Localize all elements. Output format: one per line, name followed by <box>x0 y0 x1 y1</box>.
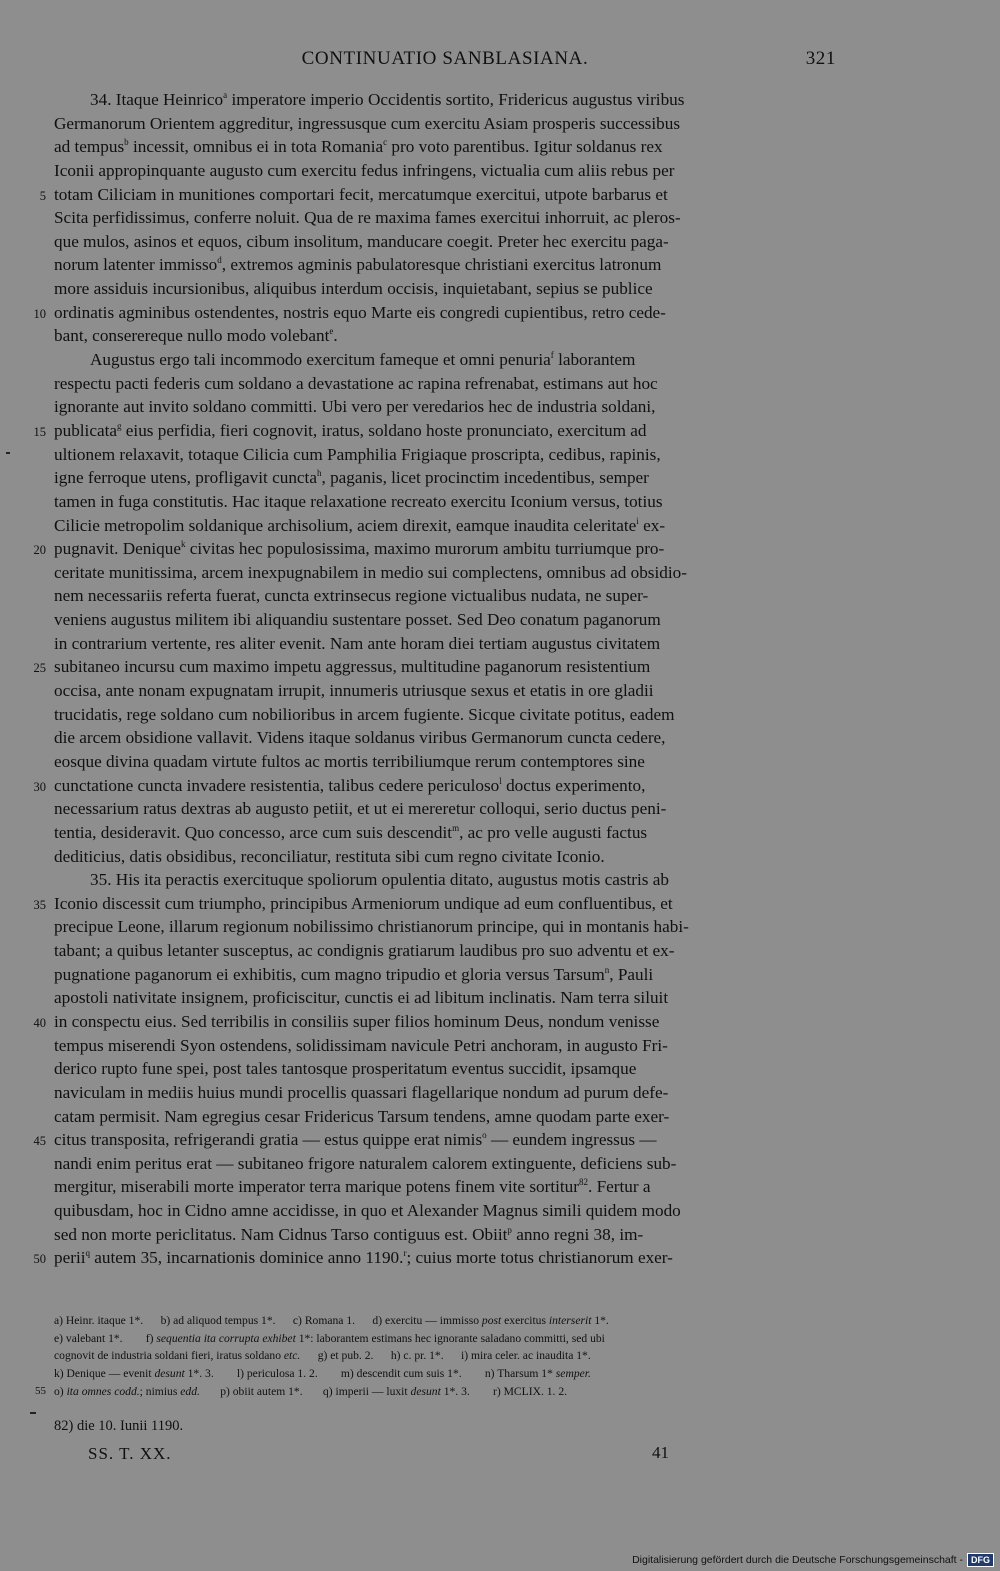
line-text: perii$^q$ autem 35, incarnationis dominice anno 1190.$^r$; cuius morte totus christianorum exer- <box>54 1248 673 1268</box>
line-text: cunctatione cuncta invadere resistentia, talibus cedere periculoso$^l$ doctus experimento, <box>54 775 646 795</box>
line-text: tamen in fuga constitutis. Hac itaque relaxatione recreato exercitu Iconium versus, totius <box>54 491 663 511</box>
apparatus-line <box>54 1365 836 1383</box>
text-line <box>54 1223 836 1247</box>
line-text: ordinatis agminibus ostendentes, nostris equo Marte eis congredi cupientibus, retro cede- <box>54 302 666 322</box>
line-text: Cilicie metropolim soldanique archisolium, aciem direxit, eamque inaudita celeritate$^i$ ex- <box>54 515 666 535</box>
line-text: 35. His ita peractis exercituque spoliorum opulentia ditato, augustus motis castris ab <box>90 870 670 890</box>
line-number: 10 <box>33 306 46 321</box>
text-line <box>54 845 836 869</box>
sheet-number: 41 <box>652 1443 669 1462</box>
line-text: necessarium ratus dextras ab augusto petiit, et ut ei mereretur colloqui, serio ductus peni- <box>54 799 667 819</box>
text-line <box>54 443 836 467</box>
line-text: o) ita omnes codd.; nimius edd. p) obiit autem 1*. q) imperii — luxit desunt 1*. 3. r) MCLIX. 1. 2. <box>54 1384 568 1398</box>
text-line <box>33 1128 836 1152</box>
text-line <box>54 514 836 538</box>
text-line <box>39 183 836 207</box>
apparatus-line <box>35 1383 836 1401</box>
line-text: Germanorum Orientem aggreditur, ingressusque cum exercitu Asiam prosperis successibus <box>54 113 681 133</box>
line-text: respectu pacti federis cum soldano a devastatione ac rapina refrenabat, estimans aut hoc <box>54 373 658 393</box>
line-text: Scita perfidissimus, conferre noluit. Qua de re maxima fames exercitui inhorruit, ac pleros- <box>54 208 681 228</box>
text-line <box>54 1175 836 1199</box>
text-line <box>54 703 836 727</box>
line-text: quibusdam, hoc in Cidno amne accidisse, in quo et Alexander Magnus simili quidem modo <box>54 1201 681 1221</box>
text-line <box>54 797 836 821</box>
running-header <box>54 48 836 72</box>
line-text: cognovit de industria soldani fieri, iratus soldano etc. g) et pub. 2. h) c. pr. 1*. i) mira celer. ac inaudita 1*. <box>54 1349 591 1363</box>
volume-signature: SS. T. XX. <box>88 1444 172 1463</box>
text-line <box>54 986 836 1010</box>
line-text: in conspectu eius. Sed terribilis in consiliis super filios hominum Deus, nondum venisse <box>54 1011 660 1031</box>
line-text: publicata$^g$ eius perfidia, fieri cognovit, iratus, soldano hoste pronunciato, exercitum ad <box>54 420 647 440</box>
text-line <box>54 253 836 277</box>
line-text: 34. Itaque Heinrico$^a$ imperatore imperio Occidentis sortito, Fridericus augustus viribus <box>90 90 685 109</box>
line-text: igne ferroque utens, profligavit cuncta$^h$, paganis, licet procinctim incedentibus, semper <box>54 468 649 488</box>
line-text: tempus miserendi Syon ostendens, solidissimam navicule Petri anchoram, in augusto Fri- <box>54 1035 668 1055</box>
digitization-credit <box>632 1553 994 1567</box>
historical-footnote: 82) die 10. Iunii 1190. <box>54 1418 184 1434</box>
line-number: 30 <box>33 779 46 794</box>
line-text: precipue Leone, illarum regionum nobilissimo christianorum principe, qui in montanis habi- <box>54 917 689 937</box>
text-line <box>54 821 836 845</box>
line-text: citus transposita, refrigerandi gratia — estus quippe erat nimis$^o$ — eundem ingressus — <box>54 1130 657 1150</box>
line-text: subitaneo incursu cum maximo impetu aggressus, multitudine paganorum resistentium <box>54 657 651 677</box>
text-line <box>54 939 836 963</box>
line-text: veniens augustus militem ibi aliquandiu sustentare posset. Sed Deo conatum paganorum <box>54 610 661 630</box>
text-line <box>54 1199 836 1223</box>
text-line <box>33 1010 836 1034</box>
text-line <box>54 1057 836 1081</box>
line-number: 45 <box>33 1134 46 1149</box>
text-line <box>54 466 836 490</box>
apparatus-line <box>54 1330 836 1348</box>
line-text: ultionem relaxavit, totaque Cilicia cum Pamphilia Frigiaque proscripta, cedibus, rapinis, <box>54 444 661 464</box>
line-text: catam permisit. Nam egregius cesar Fridericus Tarsum tendens, amne quodam parte exer- <box>54 1106 670 1126</box>
line-text: totam Ciliciam in munitiones comportari fecit, mercatumque exercitui, utpote barbarus et <box>54 184 668 204</box>
text-line <box>54 490 836 514</box>
text-line <box>54 868 836 892</box>
text-line <box>54 584 836 608</box>
text-line <box>54 324 836 348</box>
line-text: ad tempus$^b$ incessit, omnibus ei in tota Romania$^c$ pro voto parentibus. Igitur soldanus rex <box>54 137 663 157</box>
apparatus-line <box>54 1347 836 1365</box>
line-text: norum latenter immisso$^d$, extremos agminis pabulatoresque christiani exercitus latronum <box>54 255 662 275</box>
text-line <box>54 963 836 987</box>
line-number: 20 <box>33 543 46 558</box>
line-text: eosque divina quadam virtute fultos ac mortis terribiliumque rerum contemptores sine <box>54 751 645 771</box>
line-text: tabant; a quibus letanter susceptus, ac condignis gratiarum laudibus pro suo adventu et ex- <box>54 941 675 961</box>
line-text: que mulos, asinos et equos, cibum insolitum, manducare coegit. Preter hec exercitu paga- <box>54 231 669 251</box>
line-text: derico rupto fune spei, post tales tantosque prosperitatum eventus succidit, ipsamque <box>54 1059 637 1079</box>
text-line <box>54 88 836 112</box>
critical-apparatus <box>35 1312 836 1400</box>
text-line <box>54 632 836 656</box>
line-text: e) valebant 1*. f) sequentia ita corrupta exhibet 1*: laborantem estimans hec ignorante saladano committi, sed ubi <box>54 1331 605 1345</box>
text-line <box>54 372 836 396</box>
line-text: k) Denique — evenit desunt 1*. 3. l) periculosa 1. 2. m) descendit cum suis 1*. n) Tharsum 1* semper. <box>54 1367 591 1381</box>
main-text <box>33 88 836 1270</box>
text-line <box>54 159 836 183</box>
line-number: 55 <box>35 1384 46 1397</box>
line-text: Augustus ergo tali incommodo exercitum fameque et omni penuria$^f$ laborantem <box>90 350 636 370</box>
text-line <box>33 892 836 916</box>
line-text: ceritate munitissima, arcem inexpugnabilem in medio sui complectens, omnibus ad obsidio- <box>54 562 687 582</box>
line-text: nem necessariis referta fuerat, cuncta extrinsecus regione victualibus nudata, ne super- <box>54 586 649 606</box>
text-line <box>54 1034 836 1058</box>
line-text: dediticius, datis obsidibus, reconciliatur, restituta sibi cum regno civitate Iconio. <box>54 846 605 866</box>
page-number: 321 <box>805 48 836 69</box>
line-text: a) Heinr. itaque 1*. b) ad aliquod tempus 1*. c) Romana 1. d) exercitu — immisso post exercitus interserit 1*. <box>54 1314 609 1327</box>
text-line <box>54 206 836 230</box>
text-line <box>54 1105 836 1129</box>
text-line <box>54 230 836 254</box>
line-number: 50 <box>33 1252 46 1267</box>
line-text: bant, conserereque nullo modo volebant$^e$. <box>54 326 338 346</box>
line-text: Iconio discessit cum triumpho, principibus Armeniorum undique ad eum confluentibus, et <box>54 893 673 913</box>
text-line <box>54 348 836 372</box>
line-text: Iconii appropinquante augusto cum exercitu fedus infringens, victualia cum aliis rebus per <box>54 160 675 180</box>
text-line <box>54 726 836 750</box>
text-line <box>33 301 836 325</box>
running-title: CONTINUATIO SANBLASIANA. <box>301 48 589 69</box>
text-line <box>33 1246 836 1270</box>
text-line <box>54 561 836 585</box>
line-number: 25 <box>33 661 46 676</box>
line-text: sed non morte periclitatus. Nam Cidnus Tarso contiguus est. Obiit$^p$ anno regni 38, im- <box>54 1224 644 1244</box>
line-text: in contrarium vertente, res aliter evenit. Nam ante horam diei tertiam augustus civitatem <box>54 633 661 653</box>
text-line <box>33 419 836 443</box>
line-text: more assiduis incursionibus, aliquibus interdum occisis, inquietabant, sepius se publice <box>54 279 653 299</box>
text-line <box>54 135 836 159</box>
dfg-logo-icon: DFG <box>967 1553 994 1567</box>
line-text: pugnatione paganorum ei exhibitis, cum magno tripudio et gloria versus Tarsum$^n$, Pauli <box>54 964 654 984</box>
text-line <box>54 395 836 419</box>
line-text: mergitur, miserabili morte imperator terra marique potens finem vite sortitur$^{82}$. Fertur a <box>54 1177 651 1197</box>
text-line <box>33 537 836 561</box>
line-number: 15 <box>33 424 46 439</box>
line-number: 5 <box>39 188 46 203</box>
line-text: occisa, ante nonam expugnatam irrupit, innumeris utriusque sexus et etatis in ore gladii <box>54 681 654 701</box>
text-line <box>54 277 836 301</box>
line-text: ignorante aut invito soldano committi. Ubi vero per veredarios hec de industria soldani, <box>54 397 656 417</box>
text-line <box>54 1152 836 1176</box>
text-line <box>33 655 836 679</box>
line-number: 35 <box>33 897 46 912</box>
text-line <box>54 1081 836 1105</box>
line-text: nandi enim peritus erat — subitaneo frigore naturalem calorem extinguente, deficiens sub- <box>54 1153 677 1173</box>
margin-mark <box>30 1412 36 1414</box>
line-number: 40 <box>33 1015 46 1030</box>
text-line <box>54 915 836 939</box>
text-line <box>54 750 836 774</box>
line-text: pugnavit. Denique$^k$ civitas hec populosissima, maximo murorum ambitu turriumque pro- <box>54 539 665 559</box>
margin-mark <box>6 452 10 454</box>
text-line <box>33 774 836 798</box>
text-line <box>54 608 836 632</box>
line-text: die arcem obsidione vallavit. Videns itaque soldanus viribus Germanorum cuncta cedere, <box>54 728 666 748</box>
apparatus-line <box>54 1312 836 1330</box>
line-text: apostoli nativitate insignem, proficiscitur, cunctis ei ad libitum inclinatis. Nam terra siluit <box>54 988 669 1008</box>
line-text: tentia, desideravit. Quo concesso, arce cum suis descendit$^m$, ac pro velle augusti factus <box>54 822 648 842</box>
text-line <box>54 112 836 136</box>
text-line <box>54 679 836 703</box>
line-text: trucidatis, rege soldano cum nobilioribus in arcem fugiente. Sicque civitate potitus, eadem <box>54 704 675 724</box>
line-text: naviculam in mediis huius mundi procellis quassari flagellarique nondum ad purum defe- <box>54 1082 669 1102</box>
credit-text: Digitalisierung gefördert durch die Deutsche Forschungsgemeinschaft - <box>632 1554 963 1566</box>
